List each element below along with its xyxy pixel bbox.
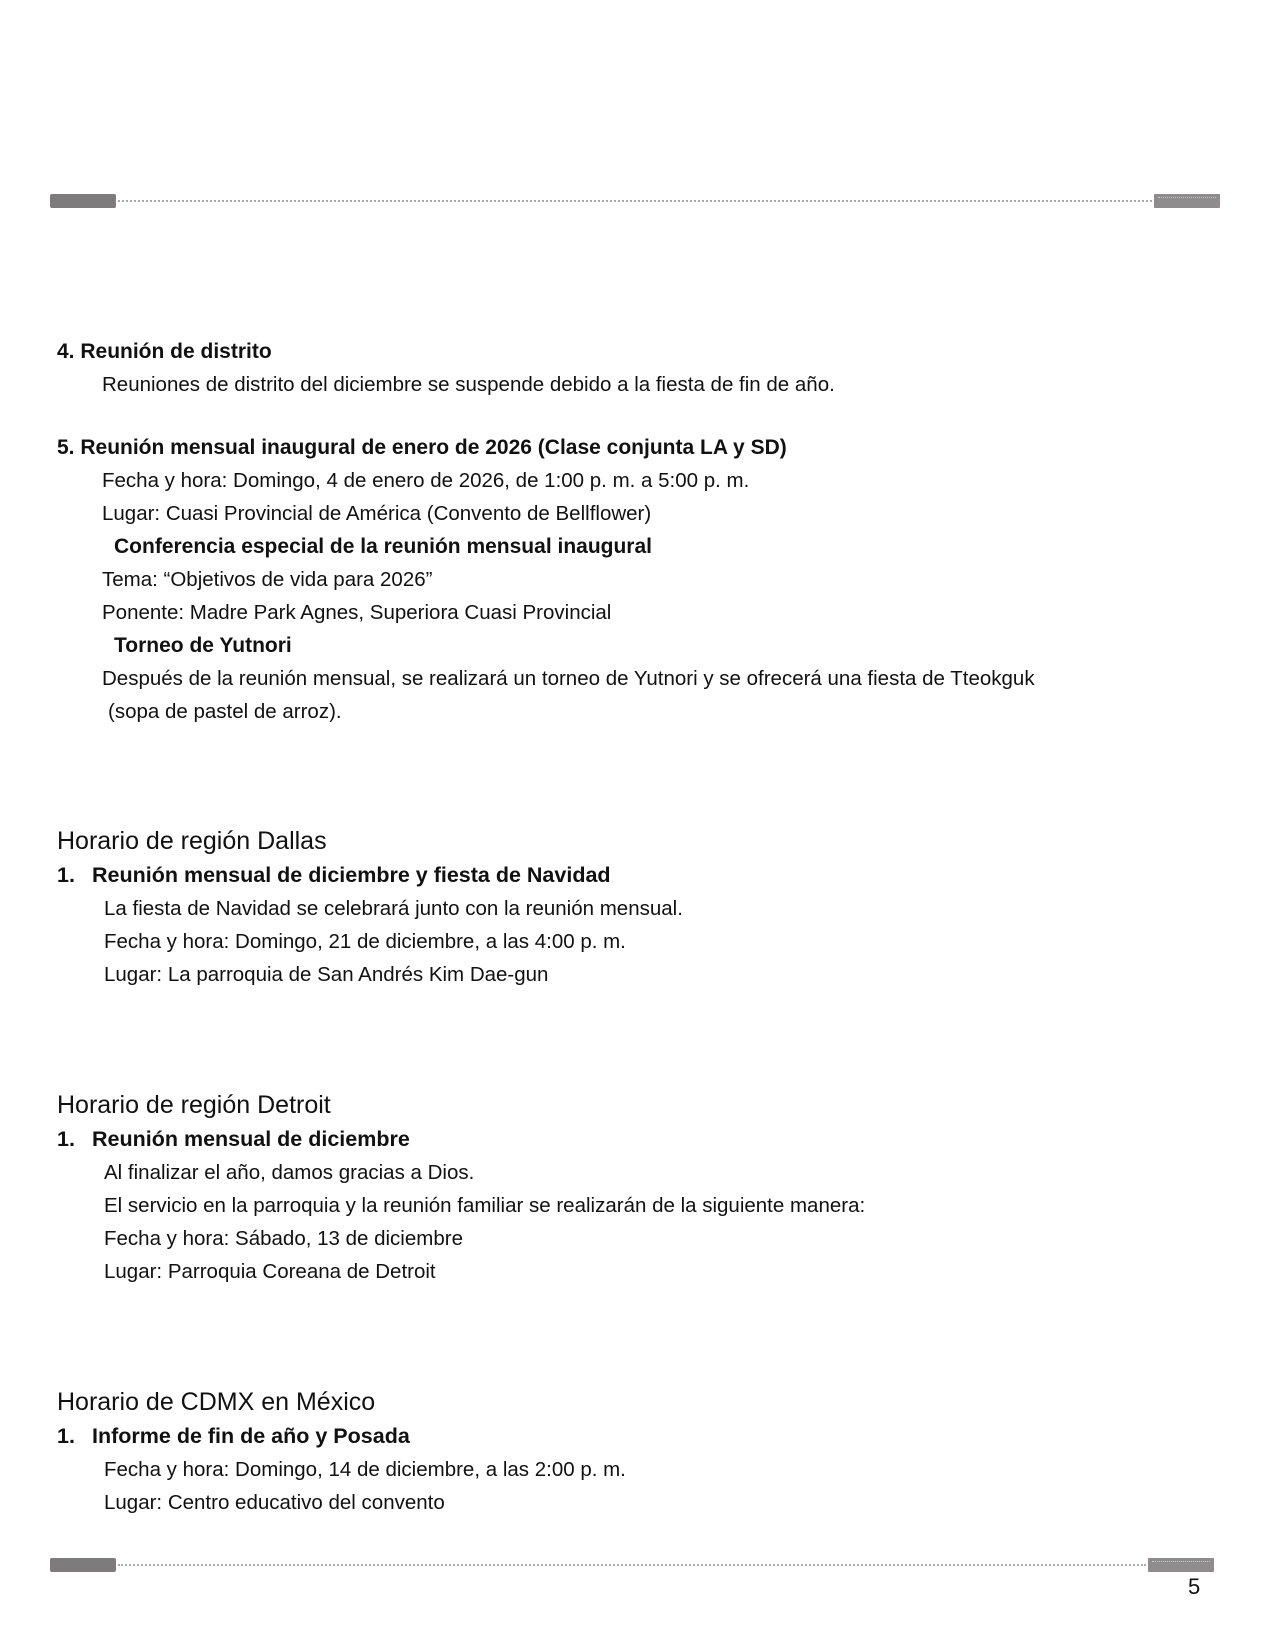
dallas-item-number: 1. — [57, 863, 75, 887]
dallas-line: Fecha y hora: Domingo, 21 de diciembre, a las 4:00 p. m. — [104, 930, 626, 953]
conference-topic: Tema: “Objetivos de vida para 2026” — [102, 568, 433, 591]
tournament-text-2: (sopa de pastel de arroz). — [108, 700, 342, 723]
cdmx-line: Lugar: Centro educativo del convento — [104, 1491, 445, 1514]
dallas-item-heading — [57, 859, 1217, 892]
divider-dotted-line — [118, 1564, 1146, 1566]
detroit-line: Lugar: Parroquia Coreana de Detroit — [104, 1260, 436, 1283]
dallas-line: Lugar: La parroquia de San Andrés Kim Dae-gun — [104, 963, 549, 986]
local-schedule-section — [57, 335, 1217, 728]
conference-heading: Conferencia especial de la reunión mensual inaugural — [114, 535, 652, 558]
detroit-line: El servicio en la parroquia y la reunión familiar se realizarán de la siguiente manera: — [104, 1194, 866, 1217]
divider-bar-right — [1154, 194, 1220, 208]
divider-bar-left — [50, 194, 116, 208]
header-divider — [50, 194, 1220, 208]
tournament-text-1: Después de la reunión mensual, se realizará un torneo de Yutnori y se ofrecerá una fiesta de Tteokguk — [102, 667, 1035, 690]
item-4-text: Reuniones de distrito del diciembre se suspende debido a la fiesta de fin de año. — [102, 373, 835, 396]
item-4-heading: 4. Reunión de distrito — [57, 340, 272, 363]
detroit-item-heading — [57, 1123, 1217, 1156]
cdmx-item-title: Informe de fin de año y Posada — [92, 1424, 410, 1448]
footer-divider — [50, 1558, 1214, 1572]
dallas-item-title: Reunión mensual de diciembre y fiesta de Navidad — [92, 863, 611, 887]
item-5-date: Fecha y hora: Domingo, 4 de enero de 2026, de 1:00 p. m. a 5:00 p. m. — [102, 469, 750, 492]
cdmx-line: Fecha y hora: Domingo, 14 de diciembre, a las 2:00 p. m. — [104, 1458, 626, 1481]
cdmx-item-number: 1. — [57, 1424, 75, 1448]
detroit-line: Fecha y hora: Sábado, 13 de diciembre — [104, 1227, 463, 1250]
detroit-section — [57, 1087, 1217, 1288]
detroit-item-number: 1. — [57, 1127, 75, 1151]
detroit-item-title: Reunión mensual de diciembre — [92, 1127, 410, 1151]
cdmx-item-heading — [57, 1420, 1217, 1453]
cdmx-section — [57, 1384, 1217, 1519]
detroit-line: Al finalizar el año, damos gracias a Dios. — [104, 1161, 475, 1184]
tournament-heading: Torneo de Yutnori — [114, 634, 292, 657]
dallas-line: La fiesta de Navidad se celebrará junto con la reunión mensual. — [104, 897, 683, 920]
divider-dotted-line — [118, 200, 1152, 202]
cdmx-title: Horario de CDMX en México — [57, 1388, 376, 1416]
divider-bar-left — [50, 1558, 116, 1572]
conference-speaker: Ponente: Madre Park Agnes, Superiora Cuasi Provincial — [102, 601, 612, 624]
item-5-place: Lugar: Cuasi Provincial de América (Convento de Bellflower) — [102, 502, 652, 525]
detroit-title: Horario de región Detroit — [57, 1091, 331, 1119]
item-5-heading: 5. Reunión mensual inaugural de enero de 2026 (Clase conjunta LA y SD) — [57, 436, 787, 459]
dallas-title: Horario de región Dallas — [57, 827, 327, 855]
page-number: 5 — [1188, 1574, 1201, 1599]
dallas-section — [57, 823, 1217, 991]
divider-bar-right — [1148, 1558, 1214, 1572]
